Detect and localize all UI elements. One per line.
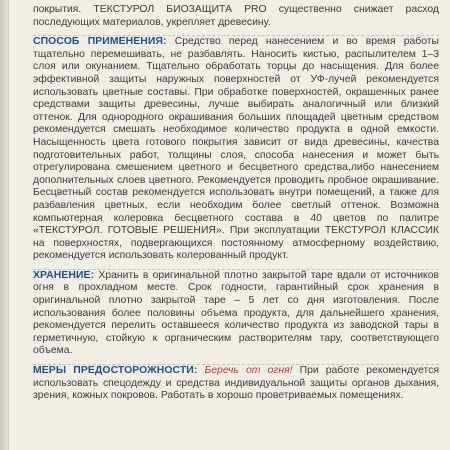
page-edge-shadow bbox=[0, 0, 8, 450]
label-text-block bbox=[33, 4, 439, 403]
fire-warning: Беречь от огня! bbox=[204, 365, 293, 377]
application-heading: СПОСОБ ПРИМЕНЕНИЯ: bbox=[33, 36, 167, 48]
intro-text: покрытия. ТЕКСТУРОЛ БИОЗАЩИТА PRO существенно снижает расход последующих материалов, укрепляет древесину. bbox=[33, 4, 439, 28]
storage-heading: ХРАНЕНИЕ: bbox=[33, 269, 95, 281]
precautions-heading: МЕРЫ ПРЕДОСТОРОЖНОСТИ: bbox=[33, 365, 198, 377]
storage-section bbox=[33, 270, 439, 358]
application-text: Средство перед нанесением и во время работы тщательно перемешивать, не разбавлять. Наносить кистью, распылителем 1–3 слоя или окунанием. Тщательно обработать торцы до насыщения. Для более эффективной защиты наружных поверхностей от УФ-лучей рекомендуется использовать цветные составы. При обработке поверхностей, окрашенных ранее средствами защиты древесины, лучше выбирать аналогичный или близкий оттенок. Для однородного окрашивания больших площадей цветным средством рекомендуется смешать необходимое количество продукта в одной емкости. Насыщенность цвета готового покрытия зависит от вида древесины, качества подготовительных работ, толщины слоя, способа нанесения и может быть отрегулирована смешением цветного и бесцветного средства,либо нанесением дополнительных слоев цветного. Рекомендуется проводить пробное окрашивание. Бесцветный состав рекомендуется использовать внутри помещений, а также для разбавления цветных, если необходим более светлый оттенок. Возможна компьютерная колеровка бесцветного состава в 40 цветов по палитре «ТЕКСТУРОЛ. ГОТОВЫЕ РЕШЕНИЯ». При эксплуатации ТЕКСТУРОЛ КЛАССИК на поверхностях, подвергающихся постоянному атмосферному воздействию, рекомендуется использовать колерованный продукт. bbox=[33, 36, 440, 262]
storage-text: Хранить в оригинальной плотно закрытой таре вдали от источников огня в прохладном месте. Срок годности, гарантийный срок хранения в оригинальной плотно закрытой таре – 5 лет со дня изготовления. После использования более половины объема продукта, для дальнейшего хранения, рекомендуется перелить оставшееся количество продукта из заводской тары в герметичную, стойкую к органическим растворителям тару, соответствующего объема. bbox=[33, 269, 440, 357]
precautions-text: При работе рекомендуется использовать спецодежду и средства индивидуальной защиты органов дыхания, зрения, кожных покровов. Работать в хорошо проветриваемых помещениях. bbox=[33, 365, 439, 402]
precautions-section bbox=[33, 365, 439, 403]
application-section bbox=[33, 36, 439, 263]
product-label bbox=[8, 0, 450, 450]
intro-paragraph bbox=[33, 4, 439, 29]
